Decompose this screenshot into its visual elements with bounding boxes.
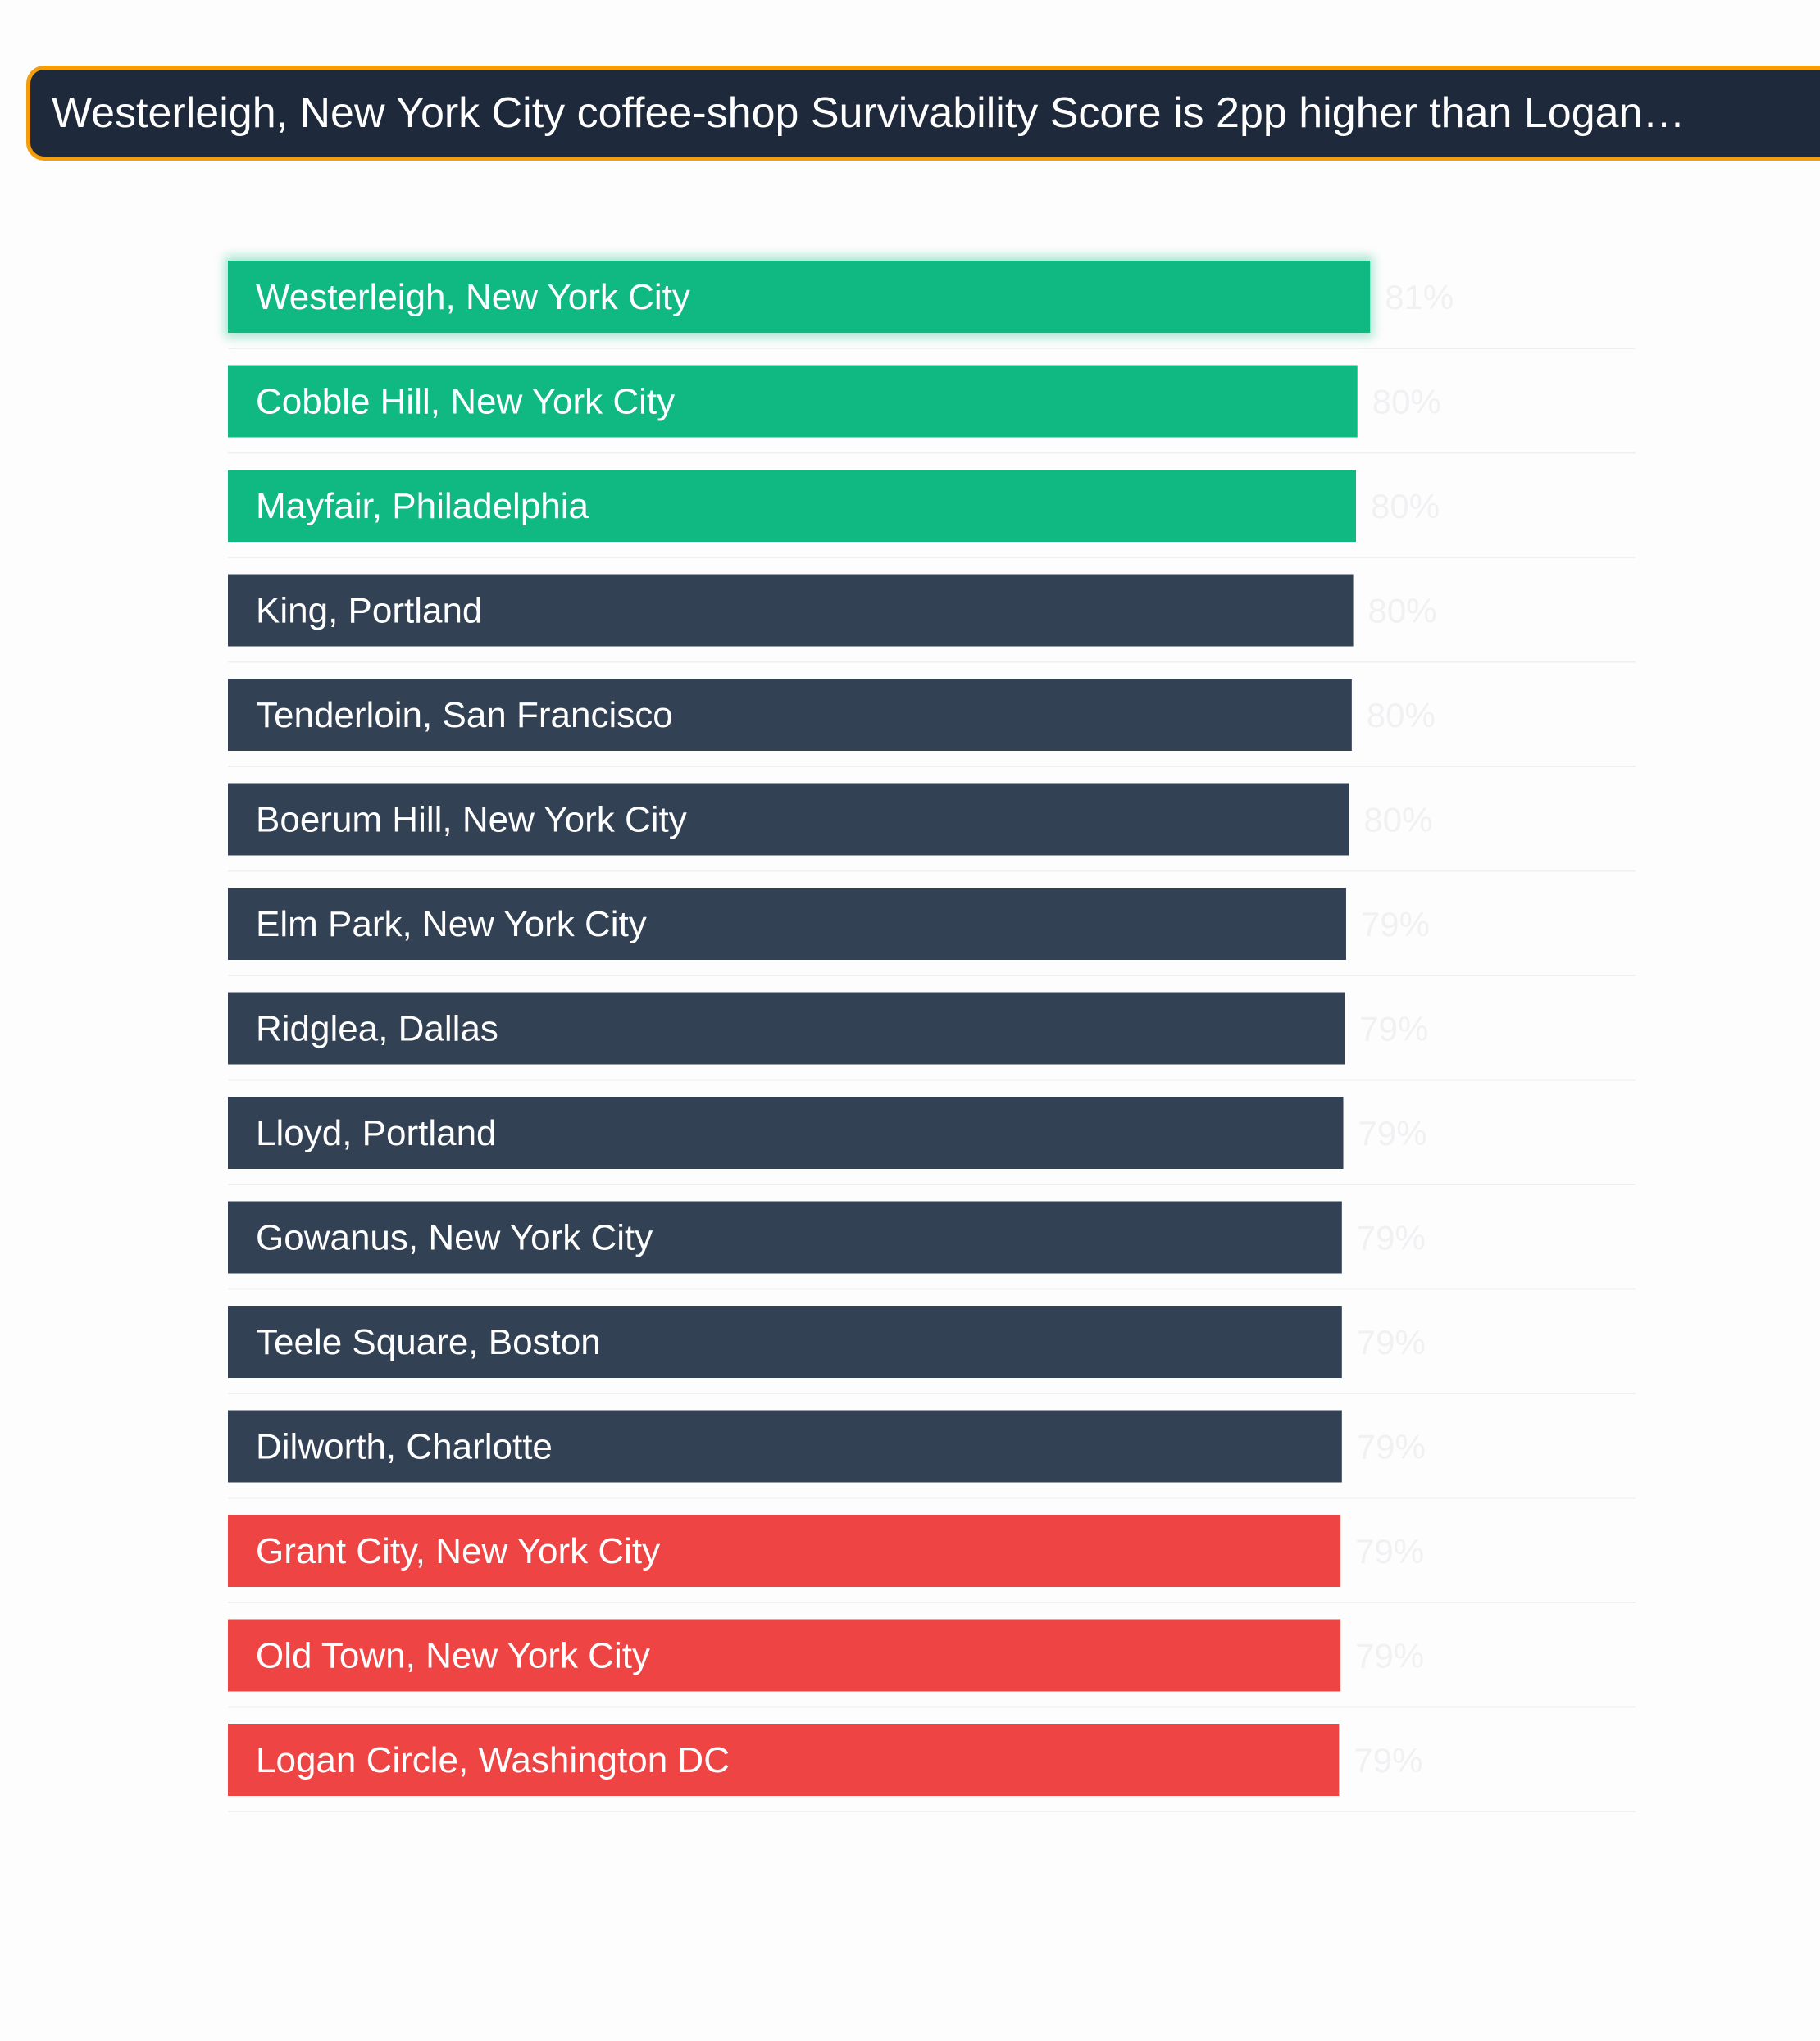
bar-label: Mayfair, Philadelphia xyxy=(256,486,589,526)
value-label: 80% xyxy=(1363,800,1433,839)
bar-label: King, Portland xyxy=(256,590,483,631)
value-label: 79% xyxy=(1356,1427,1426,1466)
value-label: 79% xyxy=(1358,1114,1427,1152)
bar-label: Gowanus, New York City xyxy=(256,1217,653,1258)
bar-label: Boerum Hill, New York City xyxy=(256,799,687,840)
bar-label: Teele Square, Boston xyxy=(256,1322,601,1362)
bars-layer xyxy=(225,256,1636,1811)
value-label: 79% xyxy=(1355,1532,1425,1571)
bar-label: Logan Circle, Washington DC xyxy=(256,1740,730,1780)
bar-label: Elm Park, New York City xyxy=(256,904,647,944)
bar-label: Dilworth, Charlotte xyxy=(256,1426,553,1467)
value-label: 79% xyxy=(1360,905,1431,943)
value-label: 79% xyxy=(1354,1741,1423,1780)
value-label: 79% xyxy=(1355,1636,1425,1675)
bar-label: Westerleigh, New York City xyxy=(256,277,690,317)
bar-label: Tenderloin, San Francisco xyxy=(256,695,673,735)
value-label: 80% xyxy=(1366,696,1436,734)
bar-label: Lloyd, Portland xyxy=(256,1113,497,1153)
value-label: 79% xyxy=(1356,1323,1426,1361)
bar-label: Cobble Hill, New York City xyxy=(256,381,676,422)
chart-title: Westerleigh, New York City coffee-shop Survivability Score is 2pp higher than Logan… xyxy=(26,66,1820,161)
bar-label: Grant City, New York City xyxy=(256,1531,661,1571)
value-label: 79% xyxy=(1356,1218,1426,1257)
value-label: 79% xyxy=(1359,1009,1429,1048)
value-label: 80% xyxy=(1367,591,1437,630)
value-label: 81% xyxy=(1385,278,1454,316)
bar-label: Old Town, New York City xyxy=(256,1635,650,1676)
bar-label: Ridglea, Dallas xyxy=(256,1008,498,1049)
value-label: 80% xyxy=(1372,382,1441,421)
value-label: 80% xyxy=(1371,487,1440,525)
